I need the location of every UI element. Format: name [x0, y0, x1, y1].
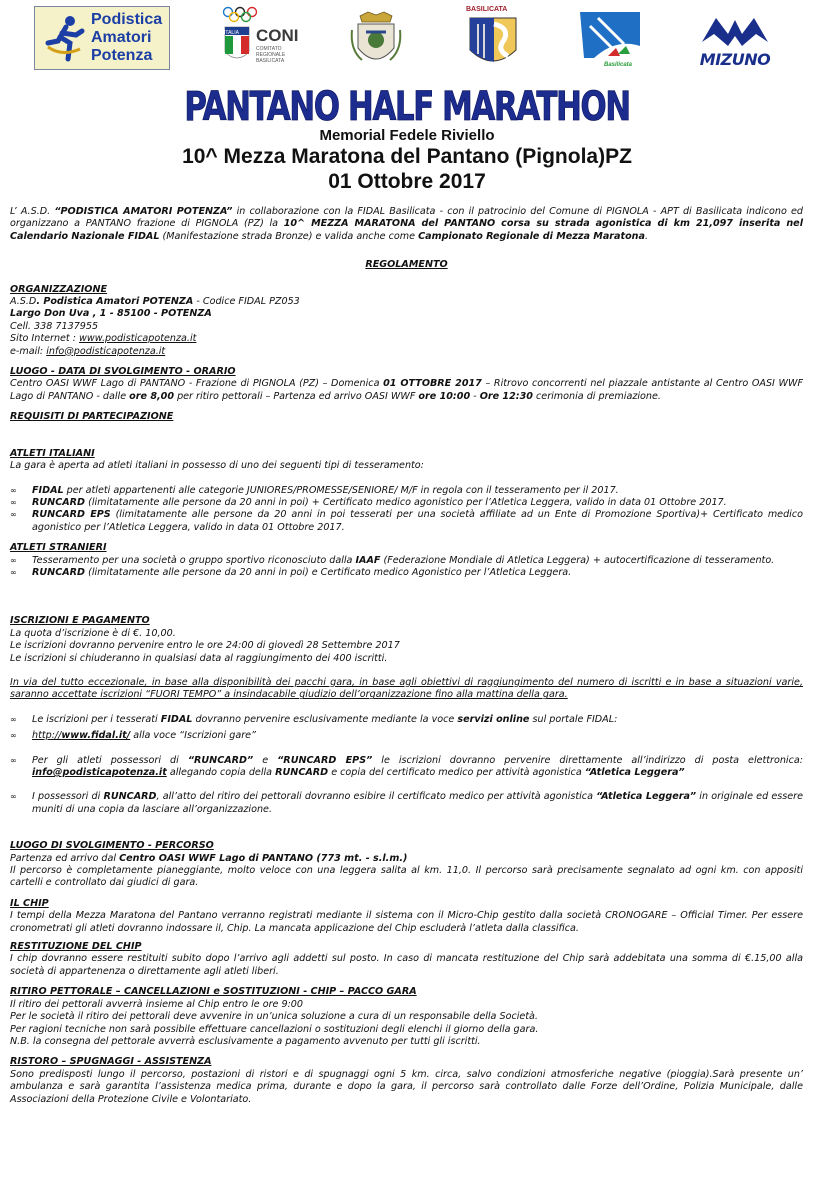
- percorso-description: Il percorso è completamente pianeggiante, molto veloce con una leggera salita al km. 11,0. Il percorso sarà precisamente segnalato ad ogni km. con appositi cartelli e controllato dai giudici di gara.: [10, 865, 803, 889]
- list-item: ∞ RUNCARD EPS (limitatamente alle persone da 20 anni in poi tesserati per una società affiliate ad un Ente di Promozione Sportiva)+ Certificato medico agonistico per l’Atletica Leggera, valido in data 01 Ottobre 2017.: [10, 509, 803, 534]
- closing-line: Le iscrizioni si chiuderanno in qualsiasi data al raggiungimento dei 400 iscritti.: [10, 652, 388, 664]
- org-phone: Cell. 338 7137955: [10, 320, 99, 332]
- podistica-amatori-potenza-logo: [34, 6, 170, 70]
- percorso-heading: LUOGO DI SVOLGIMENTO - PERCORSO: [10, 840, 214, 852]
- list-item: ∞ Tesseramento per una società o gruppo sportivo riconosciuto dalla IAAF (Federazione Mondiale di Atletica Leggera) + autocertificazione di tesseramento.: [10, 555, 803, 567]
- regulation-document: [10, 206, 803, 1106]
- basilicata-crest-icon: [464, 6, 522, 72]
- list-item: ∞ Le iscrizioni per i tesserati FIDAL dovranno pervenire esclusivamente mediante la voce servizi online sul portale FIDAL:: [10, 714, 803, 726]
- email-link[interactable]: info@podisticapotenza.it: [46, 345, 166, 357]
- atleti-italiani-intro: La gara è aperta ad atleti italiani in possesso di uno dei seguenti tipi di tesseramento:: [10, 460, 424, 472]
- fidal-link[interactable]: http://www.fidal.it/: [32, 730, 131, 742]
- luogo-data-paragraph: Centro OASI WWF Lago di PANTANO - Frazione di PIGNOLA (PZ) – Domenica 01 OTTOBRE 2017 – Ritrovo concorrenti nel piazzale antistante al Centro OASI WWF Lago di PANTANO - dalle ore 8,00 per ritiro pettorali – Partenza ed arrivo OASI WWF ore 10:00 - Ore 12:30 cerimonia di premiazione.: [10, 378, 804, 402]
- ritiro-line: Per le società il ritiro dei pettorali deve avvenire in un’unica soluzione a cura di un responsabile della Società.: [10, 1011, 538, 1023]
- website-link[interactable]: www.podisticapotenza.it: [79, 333, 197, 345]
- chip-text: I tempi della Mezza Maratona del Pantano verranno registrati mediante il sistema con il Micro-Chip gestito dalla società CRONOGARE – Official Timer. Per essere cronometrati gli atleti dovranno indossare il, Chip. La mancata applicazione del Chip escluderà l’atleta dalla classifica.: [10, 910, 803, 934]
- event-title: PANTANO HALF MARATHON: [184, 84, 630, 131]
- intro-paragraph: L’ A.S.D. “PODISTICA AMATORI POTENZA” in collaborazione con la FIDAL Basilicata - con il patrocinio del Comune di PIGNOLA - APT di Basilicata indicono ed organizzano a PANTANO frazione di PIGNOLA (PZ) la 10^ MEZZA MARATONA del PANTANO corsa su strada agonistica di km 21,097 inserita nel Calendario Nazionale FIDAL (Manifestazione strada Bronze) e valida anche come Campionato Regionale di Mezza Maratona.: [10, 206, 803, 242]
- list-item: ∞ FIDAL per atleti appartenenti alle categorie JUNIORES/PROMESSE/SENIORE/ M/F in regola con il tesseramento per il 2017.: [10, 485, 803, 497]
- runner-icon: [40, 13, 86, 63]
- coni-logo: ITALIA CONI COMITATO REGIONALE BASILICATA: [218, 6, 308, 72]
- ristoro-heading: RISTORO – SPUGNAGGI - ASSISTENZA: [10, 1056, 212, 1068]
- restituzione-text: I chip dovranno essere restituiti subito dopo l’arrivo agli addetti sul posto. In caso di mancata restituzione del Chip sarà addebitata una somma di €.15,00 alla società di appartenenza o direttamente agli atleti liberi.: [10, 953, 803, 977]
- chip-heading: IL CHIP: [10, 897, 49, 909]
- runcard-email-link[interactable]: info@podisticapotenza.it: [32, 767, 167, 778]
- org-website-line: Sito Internet : www.podisticapotenza.it: [10, 333, 197, 345]
- list-item: ∞ I possessori di RUNCARD, all’atto del ritiro dei pettorali dovranno esibire il certificato medico per attività agonistica “Atletica Leggera” in originale ed essere muniti di una copia da lasciare all’organizzazione.: [10, 791, 803, 816]
- atleti-italiani-heading: ATLETI ITALIANI: [10, 447, 95, 459]
- race-title: [0, 144, 814, 194]
- quota-line: La quota d’iscrizione è di €. 10,00.: [10, 627, 176, 639]
- sponsor-logo-strip: [0, 4, 814, 74]
- fidal-basilicata-logo: Basilicata: [576, 8, 644, 72]
- restituzione-heading: RESTITUZIONE DEL CHIP: [10, 941, 142, 953]
- regione-basilicata-logo: BASILICATA: [464, 6, 522, 72]
- atleti-stranieri-heading: ATLETI STRANIERI: [10, 542, 107, 554]
- race-date: 01 Ottobre 2017: [328, 170, 486, 193]
- fuori-tempo-paragraph: In via del tutto eccezionale, in base alla disponibilità dei pacchi gara, in base agli obiettivi di raggiungimento del numero di iscritti e in base a situazioni varie, saranno accettate iscrizioni “FUORI TEMPO” a insindacabile giudizio dell’organizzazione fino alla mattina della gara.: [10, 676, 803, 701]
- deadline-line: Le iscrizioni dovranno pervenire entro le ore 24:00 di giovedì 28 Settembre 2017: [10, 640, 400, 652]
- ritiro-heading: RITIRO PETTORALE – CANCELLAZIONI e SOSTITUZIONI - CHIP – PACCO GARA: [10, 986, 417, 998]
- ritiro-line: Per ragioni tecniche non sarà possibile effettuare cancellazioni o sostituzioni degli elenchi il giorno della gara.: [10, 1023, 539, 1035]
- list-item: ∞ http://www.fidal.it/ alla voce “Iscrizioni gare”: [10, 730, 803, 742]
- ritiro-line: Il ritiro dei pettorali avverrà insieme al Chip entro le ore 9:00: [10, 998, 304, 1010]
- percorso-start-line: Partenza ed arrivo dal Centro OASI WWF Lago di PANTANO (773 mt. - s.l.m.): [10, 852, 408, 864]
- podistica-logo-text: Podistica Amatori Potenza: [91, 11, 163, 64]
- requisiti-heading: REQUISITI DI PARTECIPAZIONE: [10, 411, 174, 423]
- list-item: ∞ Per gli atleti possessori di “RUNCARD” e “RUNCARD EPS” le iscrizioni dovranno pervenire direttamente all’indirizzo di posta elettronica: info@podisticapotenza.it allegando copia della RUNCARD e copia del certificato medico per attività agonistica “Atletica Leggera”: [10, 755, 803, 780]
- olympic-rings-icon: [222, 6, 258, 24]
- race-name: 10^ Mezza Maratona del Pantano (Pignola)PZ: [182, 145, 632, 168]
- ritiro-line: N.B. la consegna del pettorale avverrà esclusivamente a pagamento avvenuto per tutti gli iscritti.: [10, 1035, 481, 1047]
- comune-pignola-crest-icon: [348, 10, 404, 70]
- org-email-line: e-mail: info@podisticapotenza.it: [10, 345, 166, 357]
- list-item: ∞ RUNCARD (limitatamente alle persone da 20 anni in poi) e Certificato medico Agonistico per l’Atletica Leggera.: [10, 567, 803, 579]
- list-item: ∞ RUNCARD (limitatamente alle persone da 20 anni in poi) + Certificato medico agonistico per l’Atletica Leggera, valido in data 01 Ottobre 2017.: [10, 497, 803, 509]
- memorial-subtitle: Memorial Fedele Riviello: [319, 127, 495, 144]
- org-name-line: A.S.D. Podistica Amatori POTENZA - Codice FIDAL PZ053: [10, 296, 300, 308]
- organizzazione-heading: ORGANIZZAZIONE: [10, 283, 108, 295]
- regolamento-heading: REGOLAMENTO: [365, 259, 448, 271]
- iscrizioni-heading: ISCRIZIONI E PAGAMENTO: [10, 615, 150, 627]
- mizuno-logo: MIZUNO: [694, 12, 776, 70]
- org-address: Largo Don Uva , 1 - 85100 - POTENZA: [10, 308, 212, 320]
- luogo-data-heading: LUOGO - DATA DI SVOLGIMENTO - ORARIO: [10, 366, 236, 378]
- ristoro-text: Sono predisposti lungo il percorso, postazioni di ristori e di spugnaggi ogni 5 km. circa, salvo condizioni atmosferiche negative (pioggia).Sarà presente un’ ambulanza e sarà garantita l’assistenza medica prima, durante e dopo la gara, il percorso sarà controllato dalle Forze dell’Ordine, Polizia Municipale, dalle Associazioni della Protezione Civile e Volontariato.: [10, 1068, 803, 1105]
